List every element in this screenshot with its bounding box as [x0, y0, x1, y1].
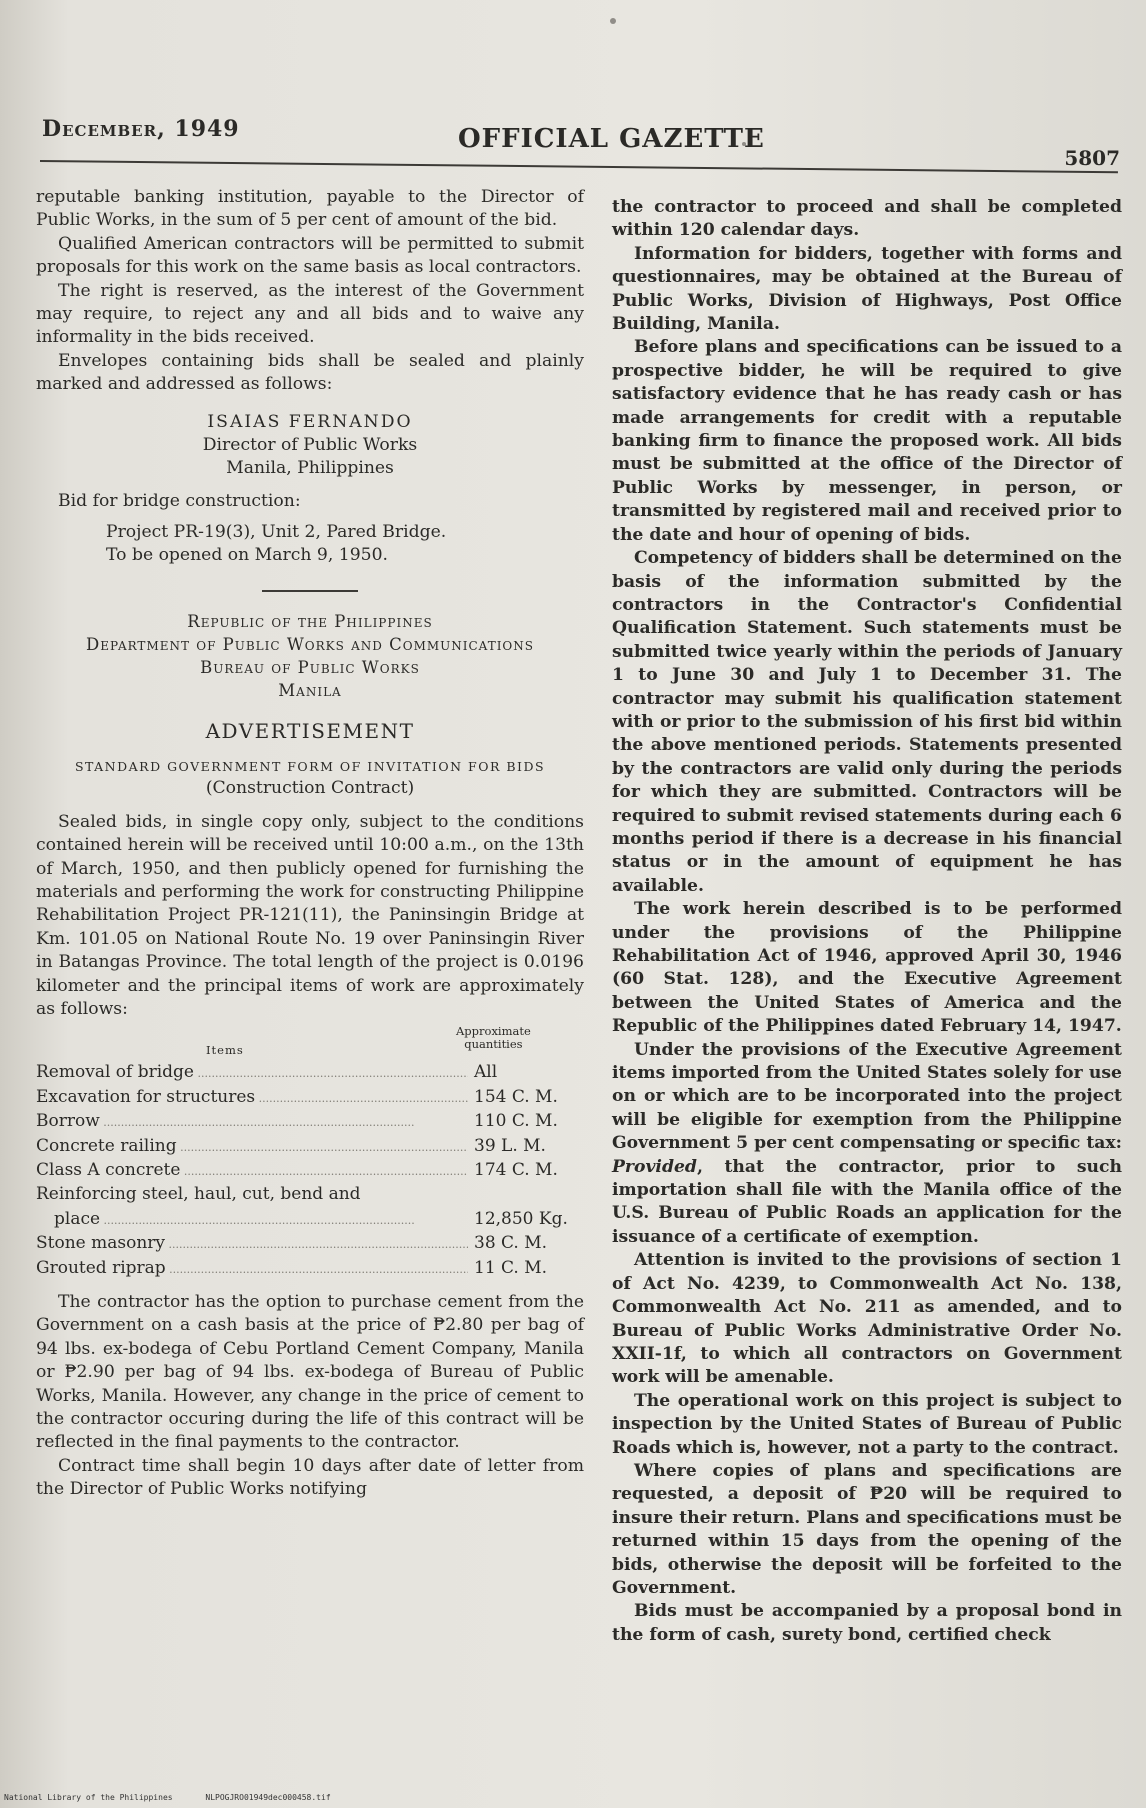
item-quantity: 110 C. M.: [474, 1111, 558, 1132]
table-row: [36, 1086, 584, 1110]
scan-footer: [4, 1793, 359, 1802]
item-quantity: 174 C. M.: [474, 1159, 558, 1180]
header-rule: [40, 160, 1118, 173]
item-name: Excavation for structures .....: [36, 1086, 468, 1110]
table-row: [36, 1061, 584, 1085]
paragraph: Bids must be accompanied by a proposal bond in the form of cash, surety bond, certified check: [612, 1601, 1122, 1645]
paragraph: The right is reserved, as the interest of the Government may require, to reject any and all bids and to waive any informality in the bids received.: [36, 280, 584, 348]
page-header: [38, 110, 1120, 170]
item-name: Stone masonry .....: [36, 1232, 468, 1256]
address-block: [36, 411, 584, 480]
item-quantity: 39 L. M.: [474, 1135, 546, 1156]
quantities-header-line1: Approximate: [456, 1024, 531, 1039]
section-divider: [262, 590, 358, 592]
bid-project: Project PR-19(3), Unit 2, Pared Bridge.: [106, 522, 447, 543]
scan-speck: [610, 18, 616, 24]
header-title: OFFICIAL GAZETTE: [458, 124, 765, 154]
paragraph: reputable banking institution, payable to the Director of Public Works, in the sum of 5 per cent of amount of the bid.: [36, 187, 584, 231]
item-name: Borrow .....: [36, 1110, 468, 1134]
agency-block: [36, 610, 584, 702]
paragraph: Envelopes containing bids shall be sealed and plainly marked and addressed as follows:: [36, 350, 584, 395]
paragraph: Attention is invited to the provisions of section 1 of Act No. 4239, to Commonwealth Act No. 138, Commonwealth Act No. 211 as amended, and to Bureau of Public Works Administrative Order No. XXII-1f, to which all contractors on Government work will be amenable.: [612, 1250, 1122, 1388]
item-name: Removal of bridge .....: [36, 1061, 468, 1085]
item-name: Concrete railing .....: [36, 1135, 468, 1159]
paragraph: Before plans and specifications can be issued to a prospective bidder, he will be required to give satisfactory evidence that he has ready cash or has made arrangements for credit with a reputable banking firm to finance the proposed work. All bids must be submitted at the office of the Director of Public Works by messenger, in person, or transmitted by registered mail and received prior to the date and hour of opening of bids.: [612, 337, 1122, 545]
director-name: ISAIAS FERNANDO: [207, 411, 413, 432]
agency-bureau: Bureau of Public Works: [200, 657, 420, 677]
paragraph: Where copies of plans and specifications are requested, a deposit of ₱20 will be required to insure their return. Plans and specifications must be returned within 15 days from the opening of the bids, otherwise the deposit will be forfeited to the Government.: [612, 1460, 1122, 1598]
items-table: [36, 1025, 584, 1281]
item-name: Grouted riprap .....: [36, 1257, 468, 1281]
paragraph: Sealed bids, in single copy only, subject to the conditions contained herein will be received until 10:00 a.m., on the 13th of March, 1950, and then publicly opened for furnishing the materials and performing the work for constructing Philippine Rehabilitation Project PR-121(11), the Paninsingin Bridge at Km. 101.05 on National Route No. 19 over Paninsingin River in Batangas Province. The total length of the project is 0.0196 kilometer and the principal items of work are approximately as follows:: [36, 811, 584, 1019]
paragraph: The contractor has the option to purchase cement from the Government on a cash basis at the price of ₱2.80 per bag of 94 lbs. ex-bodega of Cebu Portland Cement Company, Manila or ₱2.90 per bag of 94 lbs. ex-bodega of Bureau of Public Works, Manila. However, any change in the price of cement to the contractor occuring during the life of this contract will be reflected in the final payments to the contractor.: [36, 1292, 584, 1453]
agency-republic: Republic of the Philippines: [187, 611, 433, 631]
right-column: [612, 196, 1122, 1647]
item-quantity: 38 C. M.: [474, 1233, 548, 1254]
agency-city: Manila: [278, 680, 342, 700]
paragraph: Contract time shall begin 10 days after date of letter from the Director of Public Works notifying: [36, 1455, 584, 1500]
paragraph: Qualified American contractors will be permitted to submit proposals for this work on the same basis as local contractors.: [36, 233, 584, 278]
table-row: [36, 1110, 584, 1134]
items-column-header: Items: [206, 1043, 244, 1058]
paragraph: [612, 1039, 1122, 1250]
agency-department: Department of Public Works and Communications: [85, 634, 534, 654]
item-quantity: 154 C. M.: [474, 1086, 558, 1107]
construction-contract-subheading: (Construction Contract): [205, 778, 415, 799]
provided-emphasis: Provided: [612, 1156, 697, 1177]
table-row: [36, 1183, 584, 1207]
footer-library: National Library of the Philippines: [4, 1793, 173, 1802]
item-quantity: 11 C. M.: [474, 1257, 548, 1278]
item-quantity: [468, 1183, 584, 1207]
bid-for-line: Bid for bridge construction:: [58, 490, 301, 511]
item-name: Reinforcing steel, haul, cut, bend and: [36, 1184, 361, 1205]
paragraph: The operational work on this project is subject to inspection by the United States of Bureau of Public Roads which is, however, not a party to the contract.: [612, 1390, 1122, 1458]
table-row: [36, 1159, 584, 1183]
footer-filename: NLPOGJRO01949dec000458.tif: [205, 1793, 331, 1802]
standard-form-heading: STANDARD GOVERNMENT FORM OF INVITATION FOR BIDS: [74, 759, 546, 775]
table-row: [36, 1135, 584, 1159]
table-row: [36, 1232, 584, 1256]
item-name: place .....: [36, 1208, 468, 1232]
director-place: Manila, Philippines: [226, 457, 394, 478]
table-row: [36, 1257, 584, 1281]
table-row: [36, 1208, 584, 1232]
page-number: 5807: [1064, 146, 1120, 170]
director-title: Director of Public Works: [202, 434, 418, 455]
paragraph: the contractor to proceed and shall be completed within 120 calendar days.: [612, 197, 1122, 241]
item-quantity: All: [474, 1062, 498, 1083]
paragraph: The work herein described is to be performed under the provisions of the Philippine Rehabilitation Act of 1946, approved April 30, 1946 (60 Stat. 128), and the Executive Agreement between the United States of America and the Republic of the Philippines dated February 14, 1947.: [612, 899, 1122, 1037]
header-date: December, 1949: [42, 116, 240, 142]
left-column: [36, 186, 584, 1502]
quantities-column-header: [456, 1025, 531, 1051]
item-name: Class A concrete .....: [36, 1159, 468, 1183]
item-quantity: 12,850 Kg.: [474, 1208, 568, 1229]
bid-opening: To be opened on March 9, 1950.: [106, 545, 388, 566]
paragraph-part: , that the contractor, prior to such importation shall file with the Manila office of the U.S. Bureau of Public Roads an application for the issuance of a certificate of exemption.: [612, 1156, 1122, 1247]
paragraph-part: Under the provisions of the Executive Agreement items imported from the United States solely for use on or which are to be incorporated into the project will be eligible for exemption from the Philippine Government 5 per cent compensating or specific tax:: [612, 1039, 1122, 1154]
items-table-header: [36, 1025, 584, 1061]
quantities-header-line2: quantities: [464, 1037, 523, 1052]
paragraph: Competency of bidders shall be determined on the basis of the information submitted by the contractors in the Contractor's Confidential Qualification Statement. Such statements must be submitted twice yearly within the periods of January 1 to June 30 and July 1 to December 31. The contractor may submit his qualification statement with or prior to the submission of his first bid within the above mentioned periods. Statements presented by the contractors are valid only during the periods for which they are submitted. Contractors will be required to submit revised statements during each 6 months period if there is a decrease in his financial status or in the amount of equipment he has available.: [612, 548, 1122, 896]
paragraph: Information for bidders, together with forms and questionnaires, may be obtained at the Bureau of Public Works, Division of Highways, Post Office Building, Manila.: [612, 243, 1122, 335]
advertisement-heading: ADVERTISEMENT: [205, 718, 415, 743]
